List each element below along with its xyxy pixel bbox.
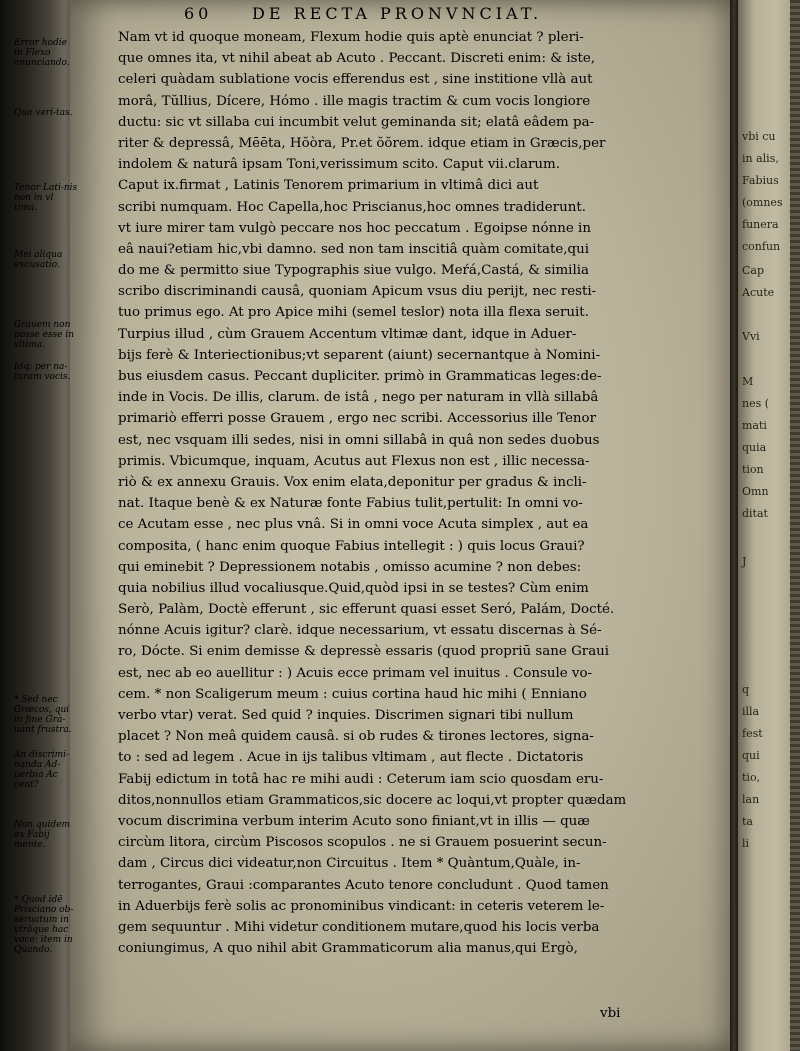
facing-page-fragment: vbi cu [742,130,776,143]
facing-page-fragment: ditat [742,507,768,520]
facing-page-fragment: lan [742,793,760,806]
text-line: ditos,nonnullos etiam Grammaticos,sic docere ac loqui,vt propter quædam [118,792,627,808]
facing-page-fragment: mati [742,419,767,432]
text-line: Serò, Palàm, Doctè efferunt , sic efferunt quasi esset Seró, Palám, Docté. [118,602,615,618]
text-line: Caput ix.firmat , Latinis Tenorem primarium in vltimâ dici aut [118,178,539,194]
margin-note: Idq; per na-turam vocis. [14,362,71,382]
facing-page-fragment: li [742,837,750,850]
text-line: que omnes ita, vt nihil abeat ab Acuto . Peccant. Discreti enim: & iste, [118,51,596,67]
text-line: cem. * non Scaligerum meum : cuius cortina haud hic mihi ( Enniano [118,686,587,702]
text-line: verbo vtar) verat. Sed quid ? inquies. Discrimen signari tibi nullum [118,708,574,723]
margin-note: Non quidem ex Fabij mente. [14,820,71,850]
text-line: est, nec ab eo auellitur : ) Acuis ecce primam vel inuitus . Consule vo- [118,665,593,681]
text-line: nónne Acuis igitur? clarè. idque necessarium, vt essatu discernas à Sé- [118,623,602,639]
margin-note: Mei aliqua excusatio. [14,250,63,270]
text-line: primariò efferri posse Grauem , ergo nec scribi. Accessorius ille Tenor [118,411,597,427]
text-line: inde in Vocis. De illis, clarum. de istâ , nego per naturam in vllà sillabâ [118,390,599,406]
text-line: Fabij edictum in totâ hac re mihi audi : Ceterum iam scio quosdam eru- [118,771,604,787]
facing-page-fragment: funera [742,218,779,231]
text-line: dam , Circus dici videatur,non Circuitus . Item * Quàntum,Quàle, in- [118,856,581,872]
facing-page-fragment: qui [742,749,760,762]
margin-note: * Sed nec Græcos, qui in fine Grà-uant frustra. [14,695,72,735]
text-line: terrogantes, Graui :comparantes Acuto tenore concludunt . Quod tamen [118,877,609,893]
text-line: gem sequuntur . Mihi videtur conditionem mutare,quod his locis verba [118,919,600,935]
margin-note: * Quod idē Prisciano ob-seruatum in vtrāque hac voce: item in Quando. [14,895,74,955]
text-line: qui eminebit ? Depressionem notabis , omisso acumine ? non debes: [118,559,582,575]
text-line: do me & permitto siue Typographis siue vulgo. Meŕá,Castá, & similia [118,263,590,279]
facing-page-fragment: Fabius [742,174,779,187]
margin-note: Error hodie in Flexo enunciando. [14,38,70,68]
margin-note: Grauem non posse esse in vltima. [14,320,75,350]
text-line: est, nec vsquam illi sedes, nisi in omni sillabâ in quâ non sedes duobus [118,432,600,448]
facing-page-fragment: tion [742,463,764,476]
text-line: placet ? Non meâ quidem causâ. si ob rudes & tirones lectores, signa- [118,729,594,745]
text-line: ro, Dócte. Si enim demisse & depressè essaris (quod propriū sane Graui [118,644,610,660]
text-line: composita, ( hanc enim quoque Fabius intellegit : ) quis locus Graui? [118,538,585,554]
facing-page-fragment: Omn [742,485,769,498]
facing-page-fragment: Acute [742,286,775,299]
margin-note: An discrimi-nanda Ad-uerbia Ac cent? [14,750,70,790]
text-line: riò & ex annexu Grauis. Vox enim elata,deponitur per gradus & incli- [118,474,587,490]
text-line: vt iure mirer tam vulgò peccare nos hoc peccatum . Egoipse nónne in [118,220,591,236]
text-line: scribi numquam. Hoc Capella,hoc Priscianus,hoc omnes tradiderunt. [118,199,586,215]
facing-page [738,0,800,1051]
facing-page-fragment: Cap [742,264,765,277]
text-line [118,959,630,980]
text-line: morâ, Tŭllius, Dícere, Hómo . ille magis tractim & cum vocis longiore [118,93,591,109]
text-line: coniungimus, A quo nihil abit Grammaticorum alia manus,qui Ergò, [118,941,578,957]
text-line: bijs ferè & Interiectionibus;vt separent (aiunt) secernantque à Nomini- [118,347,601,363]
text-line: ductu: sic vt sillaba cui incumbit velut geminanda sit; elatâ eâdem pa- [118,114,595,130]
text-line: primis. Vbicumque, inquam, Acutus aut Flexus non est , illic necessa- [118,453,590,469]
text-line: scribo discriminandi causâ, quoniam Apicum vsus diu perijt, nec resti- [118,284,597,300]
facing-page-fragment: ta [742,815,753,828]
text-line: ce Acutam esse , nec plus vnâ. Si in omni voce Acuta simplex , aut ea [118,517,589,533]
text-line: celeri quàdam sublatione vocis efferendus est , sine institione vllà aut [118,72,593,88]
facing-page-fragment: q [742,683,750,696]
main-text [118,27,630,980]
facing-page-fragment: nes ( [742,397,770,410]
catchword: vbi [600,1006,621,1021]
text-line: riter & depressâ, Mēēta, Hŏòra, Pr.et ŏŏrem. idque etiam in Græcis,per [118,135,606,151]
text-line: circùm litora, circùm Piscosos scopulos . ne si Grauem posuerint secun- [118,835,607,851]
facing-page-fragment: (omnes [742,196,783,209]
text-line: indolem & naturâ ipsam Toni,verissimum scito. Caput vii.clarum. [118,157,560,173]
facing-page-fragment: tio, [742,771,761,784]
margin-note: Qua veri-tas. [14,108,73,118]
facing-page-fragment: Vvi [742,330,760,343]
page-edge-texture [790,0,800,1051]
facing-page-fragment: J [742,555,747,568]
text-line: eâ naui?etiam hic,vbi damno. sed non tam inscitiâ quàm comitate,qui [118,241,589,257]
text-line: tuo primus ego. At pro Apice mihi (semel teslor) nota illa flexa seruit. [118,305,589,321]
text-line: Nam vt id quoque moneam, Flexum hodie quis aptè enunciat ? pleri- [118,30,584,45]
text-line: Turpius illud , cùm Grauem Accentum vltimæ dant, idque in Aduer- [118,326,577,342]
text-line: nat. Itaque benè & ex Naturæ fonte Fabius tulit,pertulit: In omni vo- [118,496,583,512]
page-number: 60 [184,4,213,23]
facing-page-fragment: illa [742,705,760,718]
facing-page-fragment: confun [742,240,781,253]
text-line: vocum discrimina verbum interim Acuto sono finiant,vt in illis — quæ [118,813,590,829]
facing-page-fragment: in alis, [742,152,779,165]
text-line: in Aduerbijs ferè solis ac pronominibus vindicant: in ceteris veterem le- [118,898,605,914]
text-line: quia nobilius illud vocaliusque.Quid,quòd ipsi in se testes? Cùm enim [118,580,589,596]
running-head-title: DE RECTA PRONVNCIAT. [252,4,543,23]
facing-page-fragment: quia [742,441,767,454]
text-line: bus eiusdem casus. Peccant dupliciter. primò in Grammaticas leges:de- [118,369,602,384]
gutter-divider [730,0,738,1051]
facing-page-fragment: M [742,375,754,388]
facing-page-fragment: fest [742,727,763,740]
text-line: to : sed ad legem . Acue in ijs talibus vltimam , aut flecte . Dictatoris [118,750,584,766]
margin-note: Tenor Lati-nis non in vl tima. [14,183,78,213]
